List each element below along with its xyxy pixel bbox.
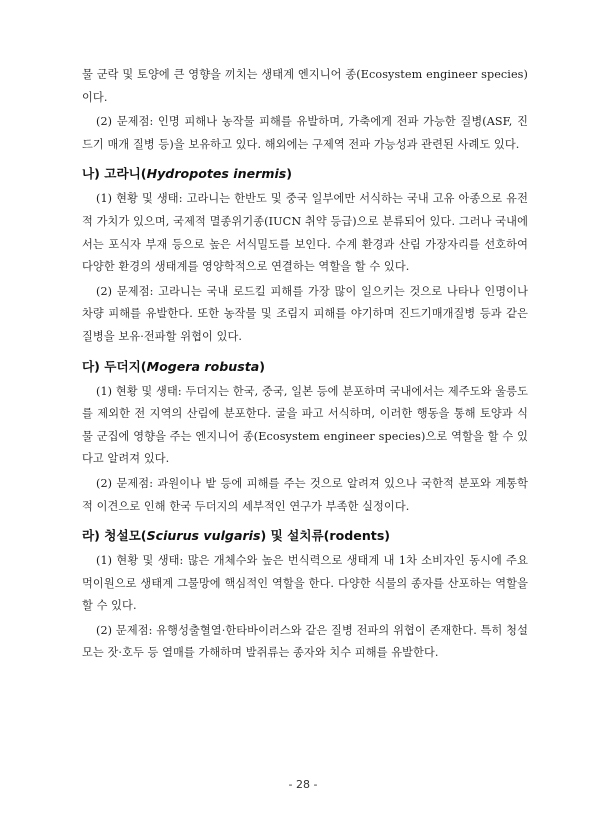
paragraph-mole-status: (1) 현황 및 생태: 두더지는 한국, 중국, 일본 등에 분포하며 국내에서는 제주도와 울릉도를 제외한 전 지역의 산림에 분포한다. 굴을 파고 서식하며, 이러한 행동을 통해 토양과 식물 군집에 영향을 주는 엔지니어 종(Ecosystem engineer species)으로 역할을 할 수 있다고 알려져 있다.	[82, 384, 528, 466]
paragraph-water-deer-problems: (2) 문제점: 고라니는 국내 로드킬 피해를 가장 많이 일으키는 것으로 나타나 인명이나 차량 피해를 유발한다. 또한 농작물 및 조림지 피해를 야기하며 진드기매개질병 등과 같은 질병을 보유·전파할 위협이 있다.	[82, 284, 528, 343]
document-body	[82, 64, 528, 665]
paragraph-mole-problems: (2) 문제점: 과원이나 밭 등에 피해를 주는 것으로 알려져 있으나 국한적 분포와 계통학적 이견으로 인해 한국 두더지의 세부적인 연구가 부족한 실정이다.	[82, 476, 528, 513]
paragraph-continued: 물 군락 및 토양에 큰 영향을 끼치는 생태계 엔지니어 종(Ecosystem engineer species)이다.	[82, 68, 528, 104]
paragraph-squirrel-status: (1) 현황 및 생태: 많은 개체수와 높은 번식력으로 생태계 내 1차 소비자인 동시에 주요 먹이원으로 생태계 그물망에 핵심적인 역할을 한다. 다양한 식물의 종자를 산포하는 역할을 할 수 있다.	[82, 554, 528, 613]
heading-text-end: )	[259, 358, 266, 374]
heading-text-end: ) 및 설치류(rodents)	[260, 528, 391, 544]
section-heading-mole	[82, 355, 528, 379]
heading-text-end: )	[286, 166, 293, 182]
paragraph-water-deer-status: (1) 현황 및 생태: 고라니는 한반도 및 중국 일부에만 서식하는 국내 고유 아종으로 유전적 가치가 있으며, 국제적 멸종위기종(IUCN 취약 등급)으로 분류되어 있다. 그러나 국내에서는 포식자 부재 등으로 높은 서식밀도를 보인다. 수계 환경과 산림 가장자리를 선호하여 다양한 환경의 생태계를 영양학적으로 연결하는 역할을 할 수 있다.	[82, 192, 528, 274]
section-heading-water-deer	[82, 162, 528, 186]
paragraph-wild-boar-problems: (2) 문제점: 인명 피해나 농작물 피해를 유발하며, 가축에게 전파 가능한 질병(ASF, 진드기 매개 질병 등)을 보유하고 있다. 해외에는 구제역 전파 가능성과 관련된 사례도 있다.	[82, 115, 528, 151]
section-heading-squirrel	[82, 524, 528, 548]
heading-scientific-name: Sciurus vulgaris	[146, 528, 261, 544]
page-number: - 28 -	[288, 778, 318, 791]
heading-text: 나) 고라니(	[82, 166, 147, 182]
paragraph-squirrel-problems: (2) 문제점: 유행성출혈열·한타바이러스와 같은 질병 전파의 위협이 존재한다. 특히 청설모는 잣·호두 등 열매를 가해하며 발쥐류는 종자와 치수 피해를 유발한다.	[82, 623, 528, 660]
heading-text: 다) 두더지(	[82, 358, 147, 374]
heading-scientific-name: Hydropotes inermis	[146, 166, 287, 182]
heading-text: 라) 청설모(	[82, 528, 147, 544]
heading-scientific-name: Mogera robusta	[146, 358, 260, 374]
